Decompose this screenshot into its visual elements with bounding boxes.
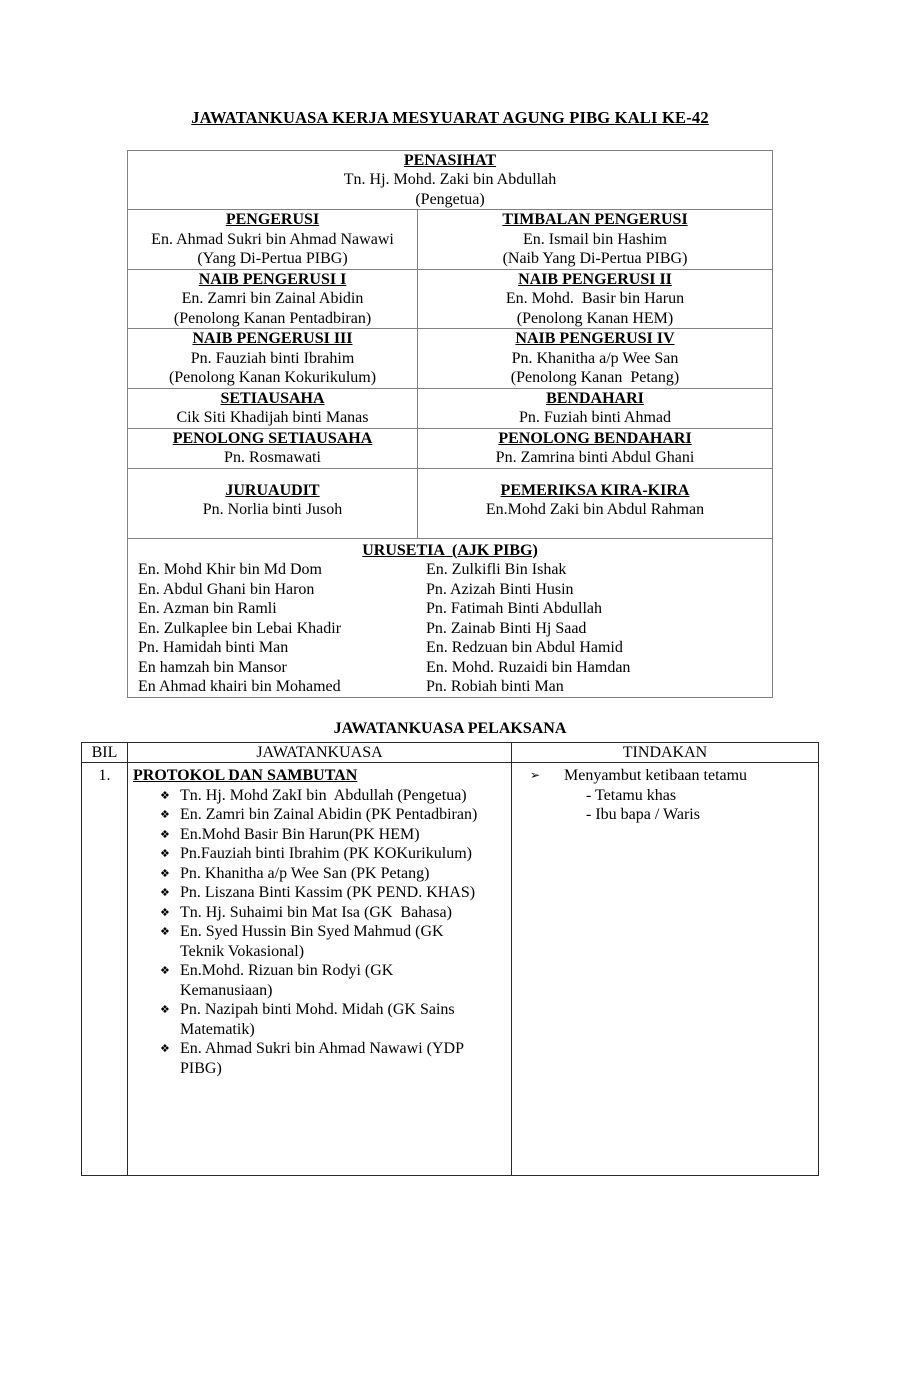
jawatankuasa-cell bbox=[128, 763, 512, 1176]
list-item bbox=[160, 805, 511, 825]
column-header-bil: BIL bbox=[82, 743, 128, 763]
position-title: JURUAUDIT bbox=[225, 481, 320, 499]
member-list bbox=[133, 786, 511, 1079]
person-role: (Naib Yang Di-Pertua PIBG) bbox=[502, 250, 688, 267]
diamond-bullet-icon: ❖ bbox=[160, 905, 170, 919]
member-name: En. Zamri bin Zainal Abidin (PK Pentadbiran) bbox=[180, 806, 478, 823]
table-row-pengerusi bbox=[128, 210, 773, 270]
person-name: Pn. Zamrina binti Abdul Ghani bbox=[495, 449, 695, 466]
person-name: Tn. Hj. Mohd. Zaki bin Abdullah bbox=[343, 171, 557, 188]
member-name: En.Mohd Basir Bin Harun(PK HEM) bbox=[180, 825, 420, 843]
urusetia-columns bbox=[128, 560, 772, 697]
list-item bbox=[160, 922, 511, 961]
bil-cell: 1. bbox=[82, 763, 128, 1176]
person-name: En. Azman bin Ramli bbox=[138, 600, 277, 617]
person-role: (Yang Di-Pertua PIBG) bbox=[197, 250, 348, 267]
list-item bbox=[160, 903, 511, 923]
person-role: (Pengetua) bbox=[415, 190, 485, 208]
position-title: SETIAUSAHA bbox=[220, 389, 325, 407]
person-name: En. Mohd. Ruzaidi bin Hamdan bbox=[426, 658, 631, 676]
person-name: En. Zulkaplee bin Lebai Khadir bbox=[138, 619, 342, 637]
table-row-naib-3-4 bbox=[128, 329, 773, 389]
urusetia-cell bbox=[128, 538, 773, 697]
person-name: En. Zulkifli Bin Ishak bbox=[426, 561, 567, 578]
diamond-bullet-icon: ❖ bbox=[160, 866, 170, 880]
diamond-bullet-icon: ❖ bbox=[160, 827, 170, 841]
page-title: JAWATANKUASA KERJA MESYUARAT AGUNG PIBG KALI KE-42 bbox=[191, 108, 709, 127]
person-name: En.Mohd Zaki bin Abdul Rahman bbox=[485, 501, 705, 518]
column-header-tindakan: TINDAKAN bbox=[512, 743, 819, 763]
member-name: Pn.Fauziah binti Ibrahim (PK KOKurikulum) bbox=[180, 845, 472, 862]
diamond-bullet-icon: ❖ bbox=[160, 788, 170, 802]
action-text: Menyambut ketibaan tetamu bbox=[564, 767, 748, 784]
naib-pengerusi-1-cell bbox=[128, 269, 418, 329]
table-row-urusetia bbox=[128, 538, 773, 697]
diamond-bullet-icon: ❖ bbox=[160, 808, 170, 821]
table-row-penasihat bbox=[128, 150, 773, 210]
penolong-bendahari-cell bbox=[418, 428, 773, 468]
pelaksana-heading: JAWATANKUASA PELAKSANA bbox=[333, 719, 567, 737]
action-sub-item: - Ibu bapa / Waris bbox=[586, 806, 700, 823]
penolong-setiausaha-cell bbox=[128, 428, 418, 468]
list-item bbox=[160, 844, 511, 864]
position-title: PENGERUSI bbox=[225, 211, 320, 228]
arrow-bullet-icon: ➢ bbox=[530, 768, 541, 782]
timbalan-pengerusi-cell bbox=[418, 210, 773, 270]
member-name: En.Mohd. Rizuan bin Rodyi (GK Kemanusiaan) bbox=[180, 962, 398, 999]
position-title: PENASIHAT bbox=[403, 151, 497, 169]
action-item bbox=[524, 766, 818, 786]
person-name: En Ahmad khairi bin Mohamed bbox=[138, 678, 341, 695]
person-name: Pn. Fauziah binti Ibrahim bbox=[190, 349, 355, 367]
person-name: Pn. Fuziah binti Ahmad bbox=[519, 409, 671, 426]
setiausaha-cell bbox=[128, 388, 418, 428]
list-item bbox=[160, 1039, 511, 1078]
urusetia-title: URUSETIA (AJK PIBG) bbox=[362, 541, 538, 559]
position-title: TIMBALAN PENGERUSI bbox=[502, 211, 688, 228]
person-name: Pn. Robiah binti Man bbox=[426, 678, 564, 695]
list-item bbox=[160, 864, 511, 884]
urusetia-right-column bbox=[426, 560, 772, 697]
list-item bbox=[160, 961, 511, 1000]
pengerusi-cell bbox=[128, 210, 418, 270]
tindakan-cell bbox=[512, 763, 819, 1176]
diamond-bullet-icon: ❖ bbox=[160, 964, 170, 977]
person-name: En. Mohd Khir bin Md Dom bbox=[138, 561, 322, 578]
list-item bbox=[160, 883, 511, 903]
person-name: Cik Siti Khadijah binti Manas bbox=[176, 409, 369, 426]
pelaksana-header-row bbox=[82, 743, 819, 763]
person-name: En. Ismail bin Hashim bbox=[523, 230, 667, 248]
list-item bbox=[160, 786, 511, 806]
position-title: PENOLONG BENDAHARI bbox=[498, 429, 692, 447]
member-name: Pn. Nazipah binti Mohd. Midah (GK Sains Matematik) bbox=[180, 1001, 459, 1038]
person-name: En. Ahmad Sukri bin Ahmad Nawawi bbox=[151, 230, 394, 248]
committee-name: PROTOKOL DAN SAMBUTAN bbox=[133, 767, 358, 784]
person-name: Pn. Fatimah Binti Abdullah bbox=[426, 600, 603, 617]
position-title: BENDAHARI bbox=[546, 389, 644, 407]
person-role: (Penolong Kanan HEM) bbox=[516, 309, 674, 327]
person-name: Pn. Zainab Binti Hj Saad bbox=[426, 619, 587, 637]
action-sub-item: - Tetamu khas bbox=[586, 786, 677, 804]
naib-pengerusi-2-cell bbox=[418, 269, 773, 329]
committee-table bbox=[127, 150, 773, 698]
person-name: Pn. Norlia binti Jusoh bbox=[202, 501, 343, 518]
column-header-jawatankuasa: JAWATANKUASA bbox=[128, 743, 512, 763]
person-name: En hamzah bin Mansor bbox=[138, 658, 287, 676]
member-name: Tn. Hj. Suhaimi bin Mat Isa (GK Bahasa) bbox=[180, 903, 452, 921]
diamond-bullet-icon: ❖ bbox=[160, 1003, 170, 1016]
person-role: (Penolong Kanan Kokurikulum) bbox=[168, 369, 377, 386]
position-title: NAIB PENGERUSI IV bbox=[515, 330, 675, 347]
position-title: NAIB PENGERUSI I bbox=[198, 270, 347, 288]
diamond-bullet-icon: ❖ bbox=[160, 925, 170, 938]
member-name: En. Syed Hussin Bin Syed Mahmud (GK Teknik Vokasional) bbox=[180, 923, 448, 960]
position-title: PEMERIKSA KIRA-KIRA bbox=[500, 481, 690, 499]
table-row-naib-1-2 bbox=[128, 269, 773, 329]
person-name: Pn. Khanitha a/p Wee San bbox=[511, 349, 679, 367]
diamond-bullet-icon: ❖ bbox=[160, 886, 170, 899]
position-title: PENOLONG SETIAUSAHA bbox=[172, 429, 373, 447]
naib-pengerusi-3-cell bbox=[128, 329, 418, 389]
person-name: Pn. Rosmawati bbox=[224, 449, 321, 466]
person-name: Pn. Hamidah binti Man bbox=[138, 639, 289, 656]
list-item bbox=[160, 825, 511, 845]
penasihat-cell bbox=[128, 150, 773, 210]
person-role: (Penolong Kanan Pentadbiran) bbox=[173, 309, 372, 327]
table-row-audit bbox=[128, 468, 773, 538]
person-name: En. Mohd. Basir bin Harun bbox=[505, 290, 685, 307]
list-item bbox=[160, 1000, 511, 1039]
pemeriksa-kira-kira-cell bbox=[418, 468, 773, 538]
person-name: En. Zamri bin Zainal Abidin bbox=[181, 290, 364, 307]
person-name: Pn. Azizah Binti Husin bbox=[426, 580, 574, 598]
naib-pengerusi-4-cell bbox=[418, 329, 773, 389]
bendahari-cell bbox=[418, 388, 773, 428]
pelaksana-row-1 bbox=[82, 763, 819, 1176]
member-name: Pn. Khanitha a/p Wee San (PK Petang) bbox=[180, 864, 430, 882]
table-row-penolong bbox=[128, 428, 773, 468]
diamond-bullet-icon: ❖ bbox=[160, 847, 170, 860]
person-role: (Penolong Kanan Petang) bbox=[510, 369, 680, 386]
member-name: En. Ahmad Sukri bin Ahmad Nawawi (YDP PIBG) bbox=[180, 1040, 468, 1077]
position-title: NAIB PENGERUSI III bbox=[192, 330, 353, 347]
diamond-bullet-icon: ❖ bbox=[160, 1042, 170, 1055]
pelaksana-table bbox=[81, 742, 819, 1176]
member-name: Tn. Hj. Mohd ZakI bin Abdullah (Pengetua) bbox=[180, 786, 467, 804]
juruaudit-cell bbox=[128, 468, 418, 538]
person-name: En. Redzuan bin Abdul Hamid bbox=[426, 639, 623, 656]
urusetia-left-column bbox=[138, 560, 426, 697]
position-title: NAIB PENGERUSI II bbox=[518, 270, 672, 288]
member-name: Pn. Liszana Binti Kassim (PK PEND. KHAS) bbox=[180, 884, 476, 901]
person-name: En. Abdul Ghani bin Haron bbox=[138, 580, 315, 598]
table-row-setiausaha-bendahari bbox=[128, 388, 773, 428]
